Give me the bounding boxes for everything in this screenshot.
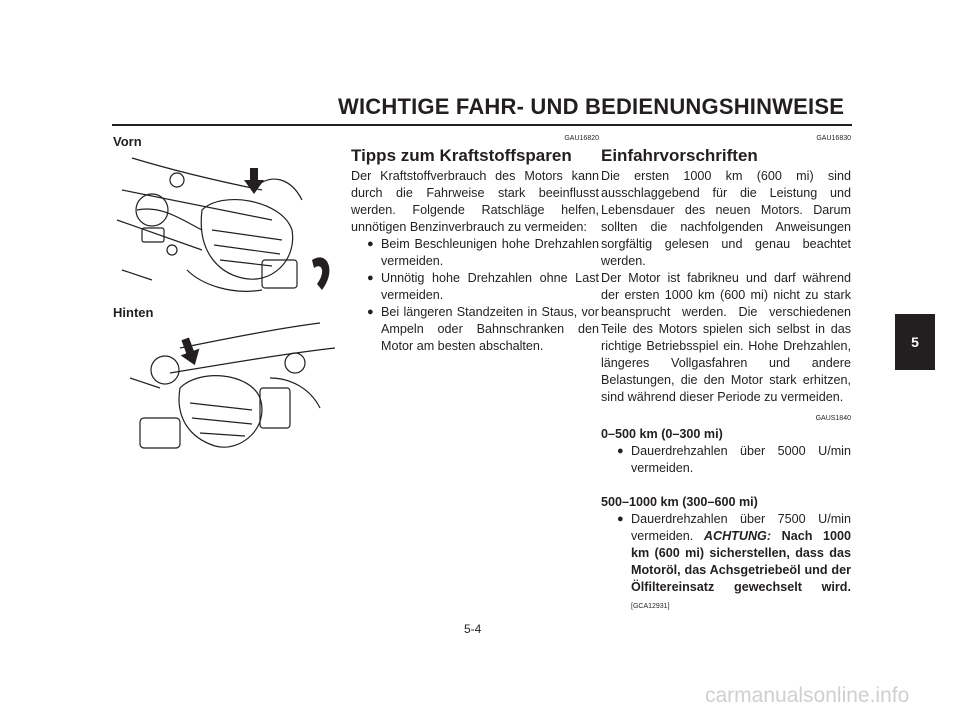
warning-code: [GCA12931] xyxy=(631,603,670,610)
header-rule xyxy=(112,124,852,126)
rear-throttle-illustration xyxy=(120,318,340,468)
subheading: 500–1000 km (300–600 mi) xyxy=(601,495,758,509)
rules-list-1 xyxy=(601,443,851,477)
list-item: ● Dauerdrehzahlen über 5000 U/min vermeiden. xyxy=(617,443,851,477)
list-item: ● Beim Beschleunigen hohe Drehzahlen vermeiden. xyxy=(367,236,599,270)
warning-text: Nach 1000 km (600 mi) sicherstellen, dass das Motoröl, das Achsgetriebeöl und der Ölfiltereinsatz gewechselt wird. xyxy=(631,529,852,594)
section-code: GAU16820 xyxy=(564,135,599,142)
list-item: ● Bei längeren Standzeiten in Staus, vor Ampeln oder Bahnschranken den Motor am besten abschalten. xyxy=(367,304,599,355)
intro-paragraph: Der Kraftstoffverbrauch des Motors kann durch die Fahrweise stark beeinflusst werden. Folgende Ratschläge helfen, unnötigen Benzinverbrauch zu vermeiden: xyxy=(351,169,599,234)
rear-label: Hinten xyxy=(113,305,154,320)
section-code: GAUS1840 xyxy=(815,415,851,422)
page-header: WICHTIGE FAHR- UND BEDIENUNGSHINWEISE xyxy=(338,94,845,119)
section-heading: Einfahrvorschriften xyxy=(601,146,758,165)
list-item xyxy=(617,511,851,615)
chapter-tab: 5 xyxy=(895,314,935,370)
paragraph: Der Motor ist fabrikneu und darf während der ersten 1000 km (600 mi) nicht zu stark beansprucht werden. Die verschiedenen Teile des Motors spielen sich selbst in das richtige Betriebsspiel ein. Hohe Drehzahlen, längeres Vollgasfahren und andere Belastungen, die den Motor stark erhitzen, sind während dieser Periode zu vermeiden. xyxy=(601,271,851,404)
page-number: 5-4 xyxy=(464,622,482,636)
list-item-text: Dauerdrehzahlen über 7500 U/min vermeiden. xyxy=(631,512,851,543)
paragraph: Die ersten 1000 km (600 mi) sind ausschlaggebend für die Leistung und Lebensdauer des neuen Motors. Darum sollten die nachfolgenden Anweisungen sorgfältig gelesen und genau beachtet werden. xyxy=(601,169,851,268)
list-item: ● Unnötig hohe Drehzahlen ohne Last vermeiden. xyxy=(367,270,599,304)
right-column xyxy=(601,134,851,615)
front-label: Vorn xyxy=(113,134,142,149)
watermark: carmanualsonline.info xyxy=(705,684,910,707)
rules-list-2 xyxy=(601,511,851,615)
left-column xyxy=(113,133,343,150)
middle-column xyxy=(351,134,599,355)
tips-list xyxy=(351,236,599,355)
warning-label: ACHTUNG: xyxy=(703,529,772,543)
subheading: 0–500 km (0–300 mi) xyxy=(601,427,723,441)
section-heading: Tipps zum Kraftstoffsparen xyxy=(351,146,572,165)
section-code: GAU16830 xyxy=(816,135,851,142)
front-throttle-illustration xyxy=(112,150,342,300)
